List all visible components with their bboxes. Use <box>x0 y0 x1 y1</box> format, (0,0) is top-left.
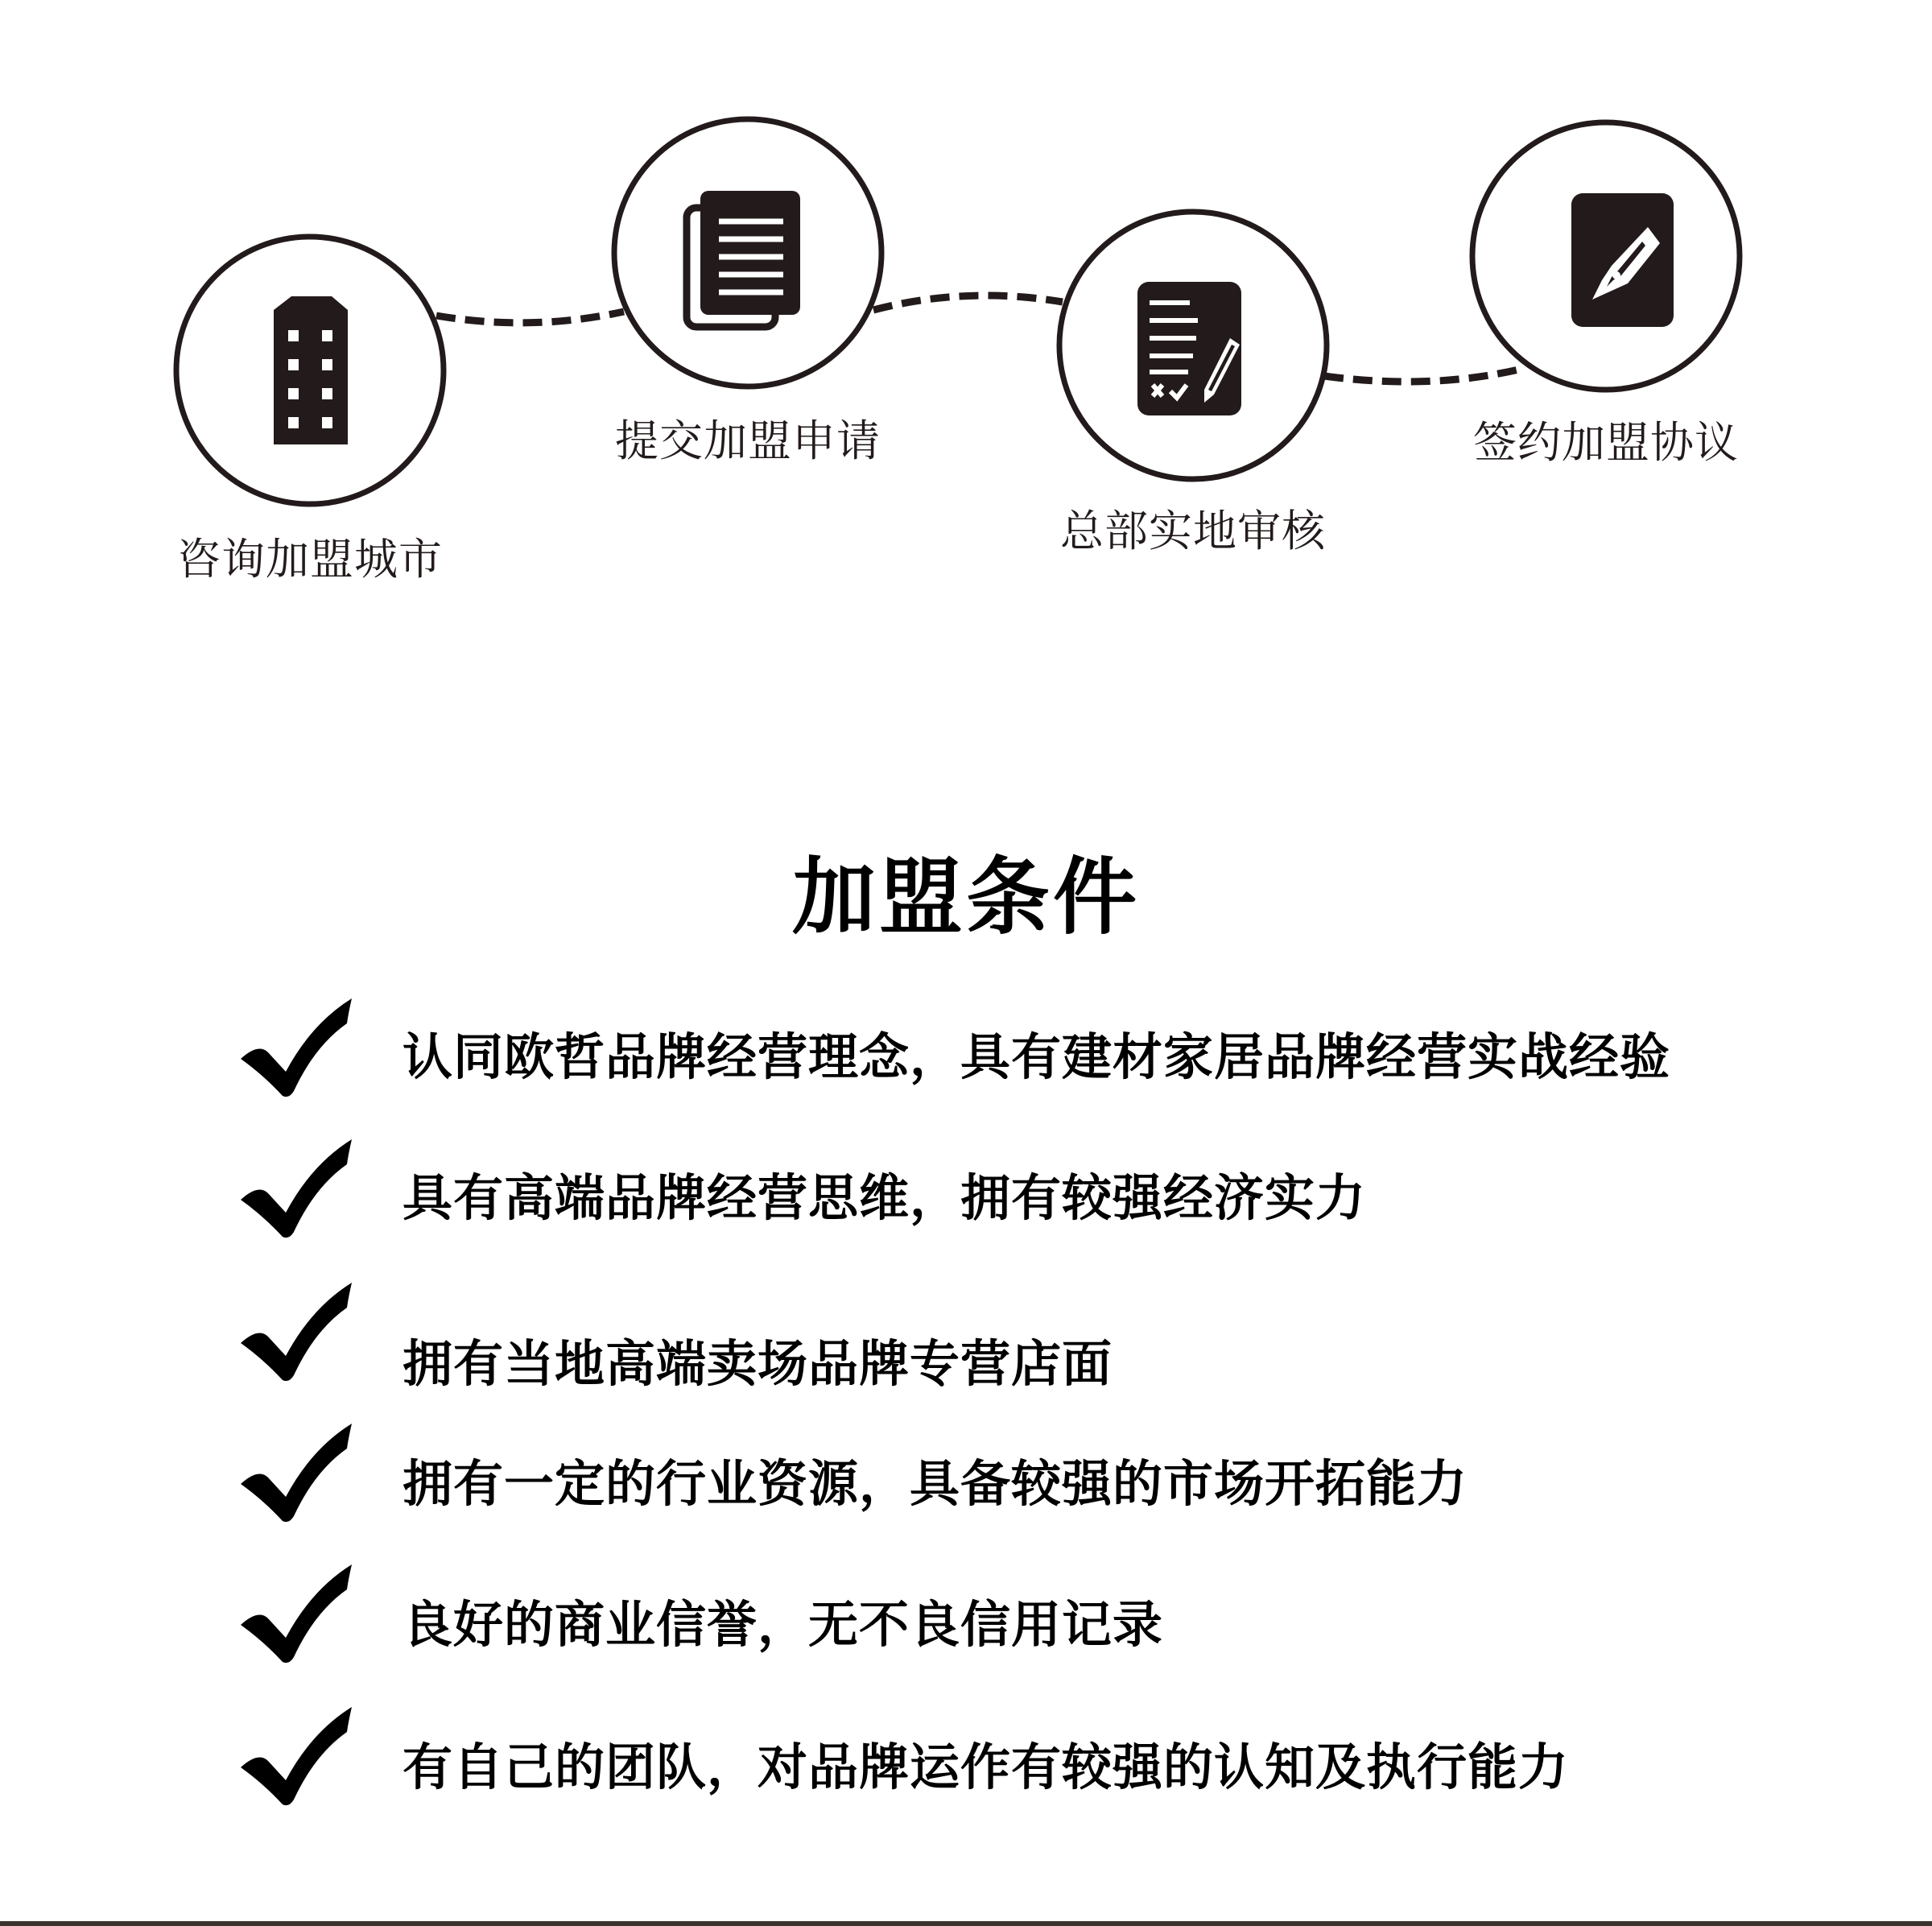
connector-3-4 <box>1324 368 1525 382</box>
checkmark-icon <box>237 1420 357 1524</box>
checklist-sign-icon <box>1137 282 1241 415</box>
bottom-divider <box>0 1921 1932 1926</box>
condition-text: 认同欧哲品牌经营理念，具有建材家居品牌经营实战经验 <box>402 1027 1671 1086</box>
condition-text: 拥有当地高端卖场品牌专营店面 <box>402 1334 1113 1393</box>
condition-text: 具有高端品牌经营思维，拥有较强经济实力 <box>402 1168 1367 1227</box>
step-label-2: 提交加盟申请 <box>615 415 881 466</box>
step-label-1: 咨询加盟城市 <box>177 534 443 585</box>
condition-text: 有自己的团队，对品牌运作有较强的认知及执行能力 <box>402 1738 1570 1796</box>
checkmark-icon <box>237 1135 357 1240</box>
checkmark-icon <box>237 1703 357 1808</box>
step-label-3: 总部实地审核 <box>1060 506 1326 556</box>
step-label-4: 签约加盟协议 <box>1473 417 1739 468</box>
connector-2-3 <box>873 296 1063 310</box>
conditions-title: 加盟条件 <box>791 848 1140 946</box>
connector-1-2 <box>436 312 624 323</box>
building-icon <box>274 296 348 444</box>
process-flow <box>0 0 1932 644</box>
checkmark-icon <box>237 994 357 1099</box>
checkmark-icon <box>237 1279 357 1383</box>
pen-nib-icon <box>1571 193 1674 327</box>
condition-text: 拥有一定的行业资源，具备较强的市场开拓能力 <box>402 1454 1468 1513</box>
checkmark-icon <box>237 1560 357 1665</box>
documents-icon <box>687 191 800 327</box>
condition-text: 良好的商业信誉，无不良信用记录 <box>402 1595 1164 1654</box>
